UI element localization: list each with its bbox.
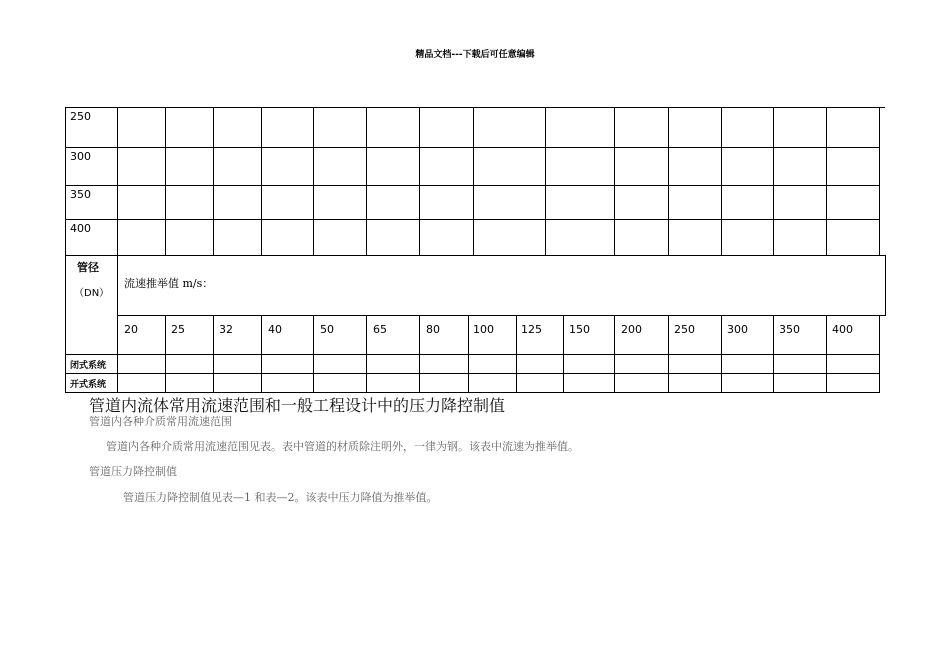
- dn-value: 300: [727, 323, 748, 336]
- table-rule: [165, 315, 166, 393]
- table-rule: [65, 255, 886, 256]
- row-label-250: 250: [70, 110, 91, 123]
- table-rule: [879, 315, 880, 393]
- row-label-400: 400: [70, 222, 91, 235]
- table-rule: [473, 107, 474, 255]
- table-rule: [419, 107, 420, 255]
- velocity-label: 流速推举值 m/s：: [124, 277, 214, 290]
- dn-value: 100: [473, 323, 494, 336]
- dn-value: 400: [832, 323, 853, 336]
- closed-system-label: 闭式系统: [70, 361, 107, 371]
- table-rule: [826, 315, 827, 393]
- table-rule: [213, 315, 214, 393]
- table-rule: [721, 107, 722, 255]
- section2-body: 管道压力降控制值见表—1 和表—2。该表中压力降值为推举值。: [123, 491, 438, 504]
- table-rule: [65, 373, 880, 374]
- dn-label: （DN）: [74, 288, 110, 299]
- dn-value: 150: [569, 323, 590, 336]
- table-rule: [117, 315, 886, 316]
- dn-value: 25: [171, 323, 185, 336]
- table-rule: [165, 107, 166, 255]
- table-rule: [117, 107, 118, 393]
- table-rule: [313, 107, 314, 255]
- section2-heading: 管道压力降控制值: [89, 465, 177, 478]
- table-rule: [879, 107, 880, 255]
- table-rule: [419, 315, 420, 393]
- table-rule: [213, 107, 214, 255]
- table-rule: [773, 315, 774, 393]
- dn-value: 65: [373, 323, 387, 336]
- dn-value: 32: [219, 323, 233, 336]
- table-rule: [545, 107, 546, 255]
- table-rule: [721, 315, 722, 393]
- table-rule: [668, 107, 669, 255]
- table-rule: [773, 107, 774, 255]
- table-rule: [261, 107, 262, 255]
- table-rule: [65, 354, 880, 355]
- section1-heading: 管道内各种介质常用流速范围: [89, 415, 232, 428]
- dn-value: 250: [674, 323, 695, 336]
- table-rule: [885, 255, 886, 315]
- section-title: 管道内流体常用流速范围和一般工程设计中的压力降控制值: [89, 396, 506, 415]
- section1-body: 管道内各种介质常用流速范围见表。表中管道的材质除注明外，一律为钢。该表中流速为推举值。: [106, 440, 579, 453]
- table-rule: [668, 315, 669, 393]
- table-rule: [313, 315, 314, 393]
- table-rule: [366, 315, 367, 393]
- page-header: 精品文档---下载后可任意编辑: [415, 50, 535, 60]
- table-rule: [614, 107, 615, 255]
- dn-value: 125: [521, 323, 542, 336]
- table-rule: [65, 107, 66, 393]
- table-rule: [468, 315, 469, 393]
- open-system-label: 开式系统: [70, 380, 107, 390]
- row-label-350: 350: [70, 188, 91, 201]
- table-rule: [516, 315, 517, 393]
- dn-value: 350: [779, 323, 800, 336]
- dn-value: 20: [124, 323, 138, 336]
- table-rule: [65, 107, 885, 108]
- pipe-diameter-label: 管径: [77, 261, 99, 274]
- dn-value: 200: [621, 323, 642, 336]
- dn-value: 40: [268, 323, 282, 336]
- table-rule: [366, 107, 367, 255]
- row-label-300: 300: [70, 150, 91, 163]
- table-rule: [826, 107, 827, 255]
- dn-value: 80: [426, 323, 440, 336]
- table-rule: [563, 315, 564, 393]
- table-rule: [261, 315, 262, 393]
- dn-value: 50: [320, 323, 334, 336]
- table-rule: [614, 315, 615, 393]
